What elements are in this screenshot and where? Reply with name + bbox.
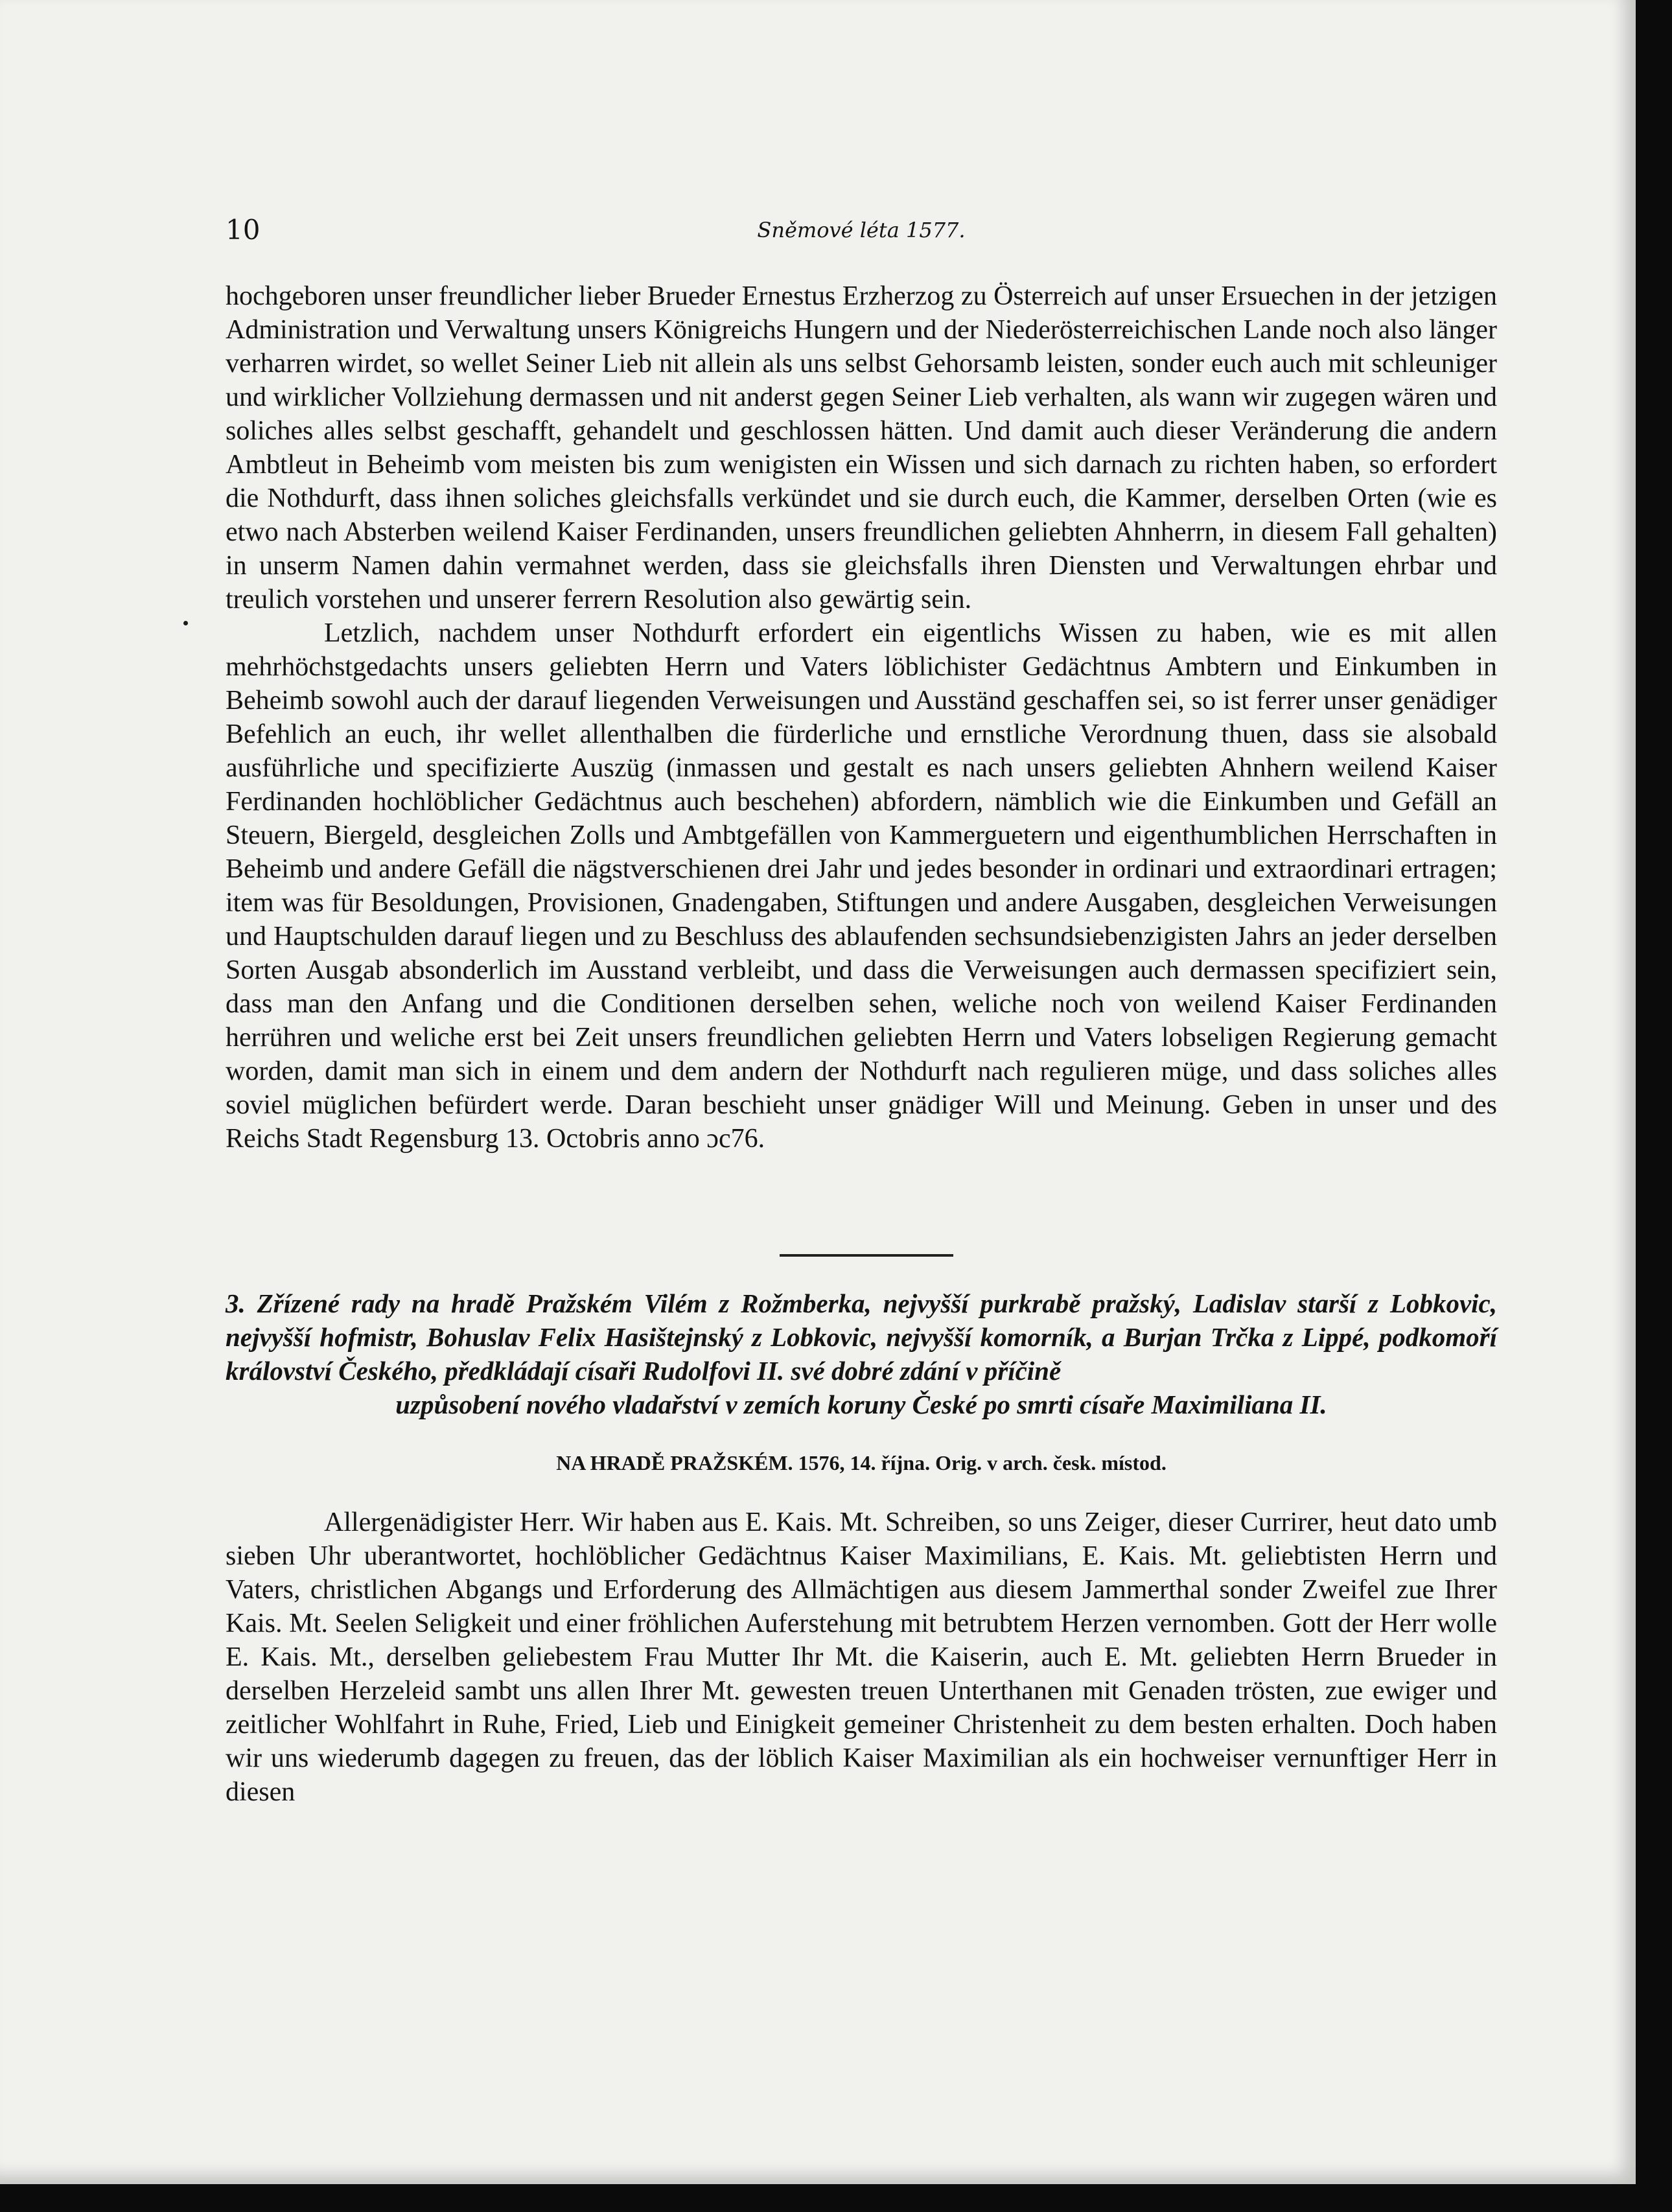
section-divider [780, 1254, 953, 1257]
document-dateline: NA HRADĚ PRAŽSKÉM. 1576, 14. října. Orig. v arch. česk. místod. [556, 1451, 1167, 1474]
document-heading-last-line: uzpůsobení nového vladařství v zemích koruny České po smrti císaře Maximiliana II. [395, 1390, 1327, 1419]
scan-border-right [1636, 0, 1672, 2212]
body-paragraph: hochgeboren unser freundlicher lieber Brueder Ernestus Erzherzog zu Österreich auf unser Ersuechen in der jetzigen Administration und Verwaltung unsers Königreichs Hungern und der Niederösterreichischen Lande noch also länger verharren wirdet, so wellet Seiner Lieb nit allein als uns selbst Gehorsamb leisten, sonder euch auch mit schleuniger und wirklicher Vollziehung dermassen und nit anderst gegen Seiner Lieb verhalten, als wann wir zugegen wären und soliches alles selbst geschafft, gehandelt und geschlossen hätten. Und damit auch dieser Veränderung die andern Ambtleut in Beheimb vom meisten bis zum wenigisten ein Wissen und sich darnach zu richten haben, so erfordert die Nothdurft, dass ihnen soliches gleichsfalls verkündet und sie durch euch, die Kammer, derselben Orten (wie es etwo nach Absterben weilend Kaiser Ferdinanden, unsers freundlichen geliebten Ahnherrn, in diesem Fall gehalten) in unserm Namen dahin vermahnet werden, dass sie gleichsfalls ihren Diensten und Verwaltungen ehrbar und treulich vorstehen und unserer ferrern Resolution also gewärtig sein. [226, 281, 1497, 614]
scan-border-bottom [0, 2184, 1672, 2212]
page-number: 10 [226, 214, 261, 246]
page-header [226, 214, 1497, 250]
margin-dot [183, 621, 188, 625]
document-heading-text: 3. Zřízené rady na hradě Pražském Vilém z Rožmberka, nejvyšší purkrabě pražský, Ladislav starší z Lobkovic, nejvyšší hofmistr, Bohuslav Felix Hasištejnský z Lobkovic, nejvyšší komorník, a Burjan Trčka z Lippé, podkomoří království Českého, předkládají císaři Rudolfovi II. své dobré zdání v příčině [226, 1288, 1497, 1386]
document-heading [226, 1286, 1497, 1421]
letter-body [226, 1506, 1497, 1809]
body-paragraph: Allergenädigister Herr. Wir haben aus E. Kais. Mt. Schreiben, so uns Zeiger, dieser Currirer, heut dato umb sieben Uhr uberantwortet, hochlöblicher Gedächtnus Kaiser Maximilians, E. Kais. Mt. geliebtisten Herrn und Vaters, christlichen Abgangs und Erforderung des Allmächtigen aus diesem Jammerthal sonder Zweifel zue Ihrer Kais. Mt. Seelen Seligkeit und einer fröhlichen Auferstehung mit betrubtem Herzen vernomben. Gott der Herr wolle E. Kais. Mt., derselben geliebestem Frau Mutter Ihr Mt. die Kaiserin, auch E. Mt. geliebten Herrn Brueder in derselben Herzeleid sambt uns allen Ihrer Mt. gewesten treuen Unterthanen mit Genaden trösten, zue ewiger und zeitlicher Wohlfahrt in Ruhe, Fried, Lieb und Einigkeit gemeiner Christenheit zu dem besten erhalten. Doch haben wir uns wiederumb dagegen zu freuen, das der löblich Kaiser Maximilian als ein hochweiser vernunftiger Herr in diesen [226, 1508, 1497, 1807]
letter-continuation [226, 279, 1497, 1156]
body-paragraph: Letzlich, nachdem unser Nothdurft erfordert ein eigentlichs Wissen zu haben, wie es mit allen mehrhöchstgedachts unsers geliebten Herrn und Vaters löblichister Gedächtnus Ambtern und Einkumben in Beheimb sowohl auch der darauf liegenden Verweisungen und Ausständ geschaffen sei, so ist ferrer unser genädiger Befehlich an euch, ihr wellet allenthalben die fürderliche und ernstliche Verordnung thuen, dass sie alsobald ausführliche und specifizierte Auszüg (inmassen und gestalt es nach unsers geliebten Ahnhern weilend Kaiser Ferdinanden hochlöblicher Gedächtnus auch beschehen) abfordern, nämblich wie die Einkumben und Gefäll an Steuern, Biergeld, desgleichen Zolls und Ambtgefällen von Kammerguetern und eigenthumblichen Herrschaften in Beheimb und andere Gefäll die nägstverschienen drei Jahr und jedes besonder in ordinari und extraordinari ertragen; item was für Besoldungen, Provisionen, Gnadengaben, Stiftungen und andere Ausgaben, desgleichen Verweisungen und Hauptschulden darauf liegen und zu Beschluss des ablaufenden sechsundsiebenzigisten Jahrs an jeder derselben Sorten Ausgab absonderlich im Ausstand verbleibt, und dass die Verweisungen auch dermassen specifiziert sein, dass man den Anfang und die Conditionen derselben sehen, weliche noch von weilend Kaiser Ferdinanden herrühren und weliche erst bei Zeit unsers freundlichen geliebten Herrn und Vaters lobseligen Regierung gemacht worden, damit man sich in einem und dem andern der Nothdurft nach regulieren müge, und dass soliches alles soviel müglichen befürdert werde. Daran beschieht unser gnädiger Will und Meinung. Geben in unser und des Reichs Stadt Regensburg 13. Octobris anno ɔc76. [226, 618, 1497, 1154]
running-head: Sněmové léta 1577. [757, 218, 966, 242]
